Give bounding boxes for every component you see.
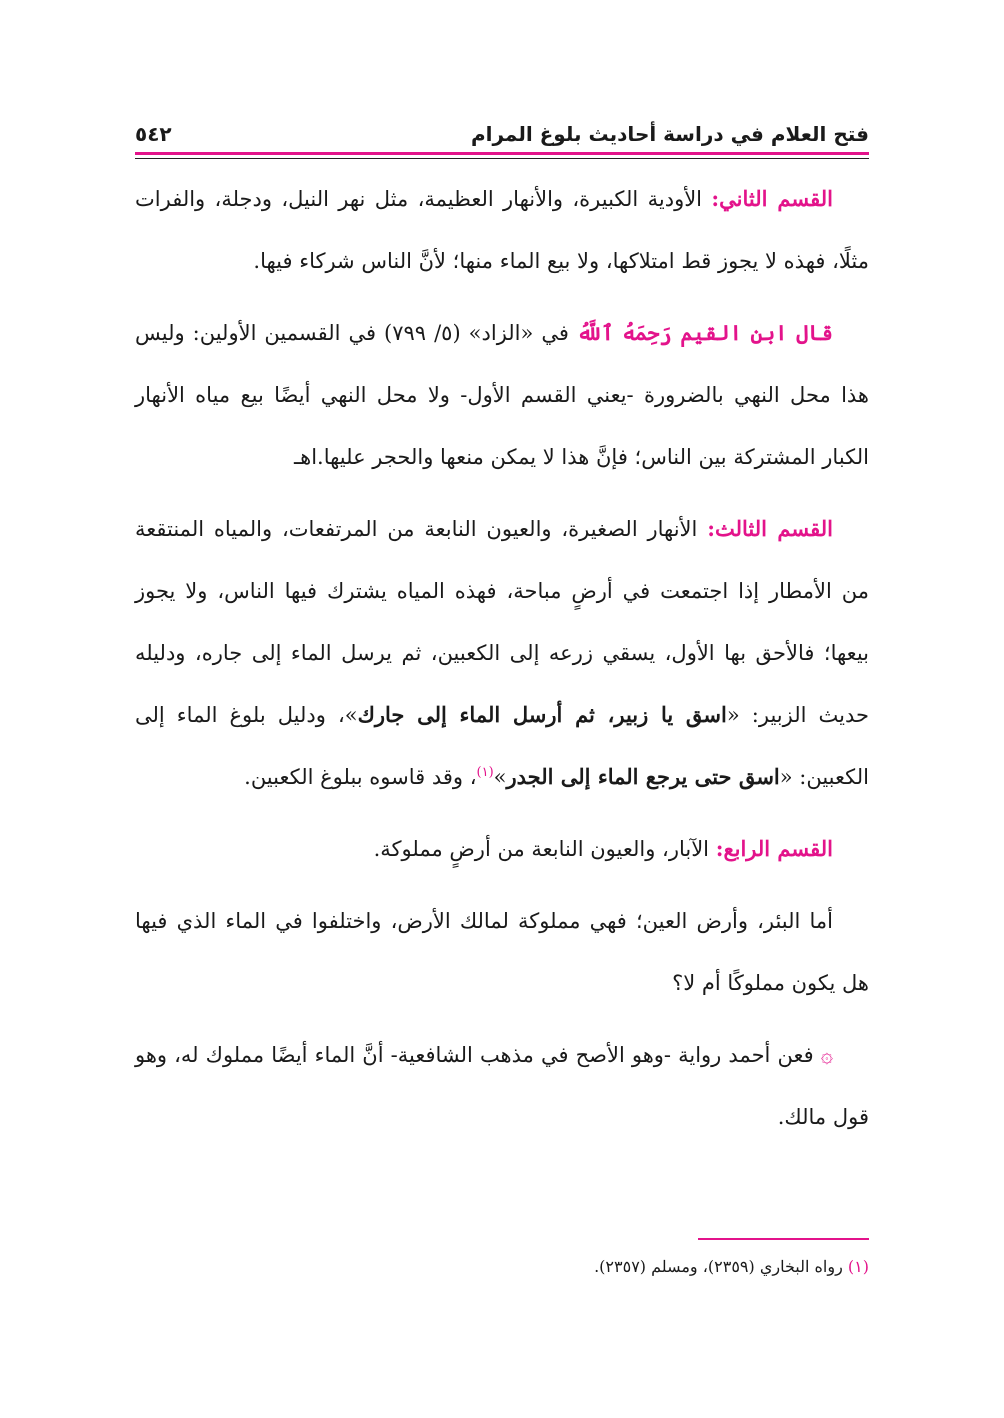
footnote-text: رواه البخاري (٢٣٥٩)، ومسلم (٢٣٥٧). [594, 1257, 848, 1276]
paragraph-ibn-qayyim [135, 302, 869, 488]
paragraph-ahmad [135, 1024, 869, 1148]
header-rule-thin [135, 158, 869, 159]
quote-author-label: قال ابن القيم رَحِمَهُ ٱللَّهُ [576, 320, 833, 345]
paragraph-text: الآبار، والعيون النابعة من أرضٍ مملوكة. [373, 837, 716, 861]
paragraph-well [135, 890, 869, 1014]
ornament-icon: ۞ [820, 1043, 833, 1067]
hadith-text: اسق يا زبير، ثم أرسل الماء إلى جارك [357, 702, 727, 727]
section-label: القسم الرابع: [715, 836, 833, 861]
paragraph-text: في «الزاد» (٥/ ٧٩٩) في القسمين الأولين: وليس هذا محل النهي بالضرورة -يعني القسم الأول- ولا محل النهي أيضًا بيع مياه الأنهار الكبار المشتركة بين الناس؛ فإنَّ هذا لا يمكن منعها والحجر عليها.اهـ [135, 321, 870, 469]
footnote-rule [698, 1238, 869, 1240]
page-number: ٥٤٢ [135, 122, 172, 146]
paragraph-section-four [135, 818, 869, 880]
header-rule-accent [135, 152, 869, 155]
paragraph-text: »، ودليل بلوغ الماء إلى الكعبين: « [135, 703, 869, 789]
hadith-text: اسق حتى يرجع الماء إلى الجدر [506, 764, 780, 789]
section-label: القسم الثالث: [707, 516, 833, 541]
section-label: القسم الثاني: [711, 186, 833, 211]
footnote-number: (١) [847, 1257, 869, 1276]
paragraph-section-three [135, 498, 869, 808]
paragraph-text: أما البئر، وأرض العين؛ فهي مملوكة لمالك الأرض، واختلفوا في الماء الذي فيها هل يكون مملوكًا أم لا؟ [135, 909, 869, 995]
paragraph-text: فعن أحمد رواية -وهو الأصح في مذهب الشافعية- أنَّ الماء أيضًا مملوك له، وهو قول مالك. [135, 1043, 869, 1129]
paragraph-text: ، وقد قاسوه ببلوغ الكعبين. [244, 765, 477, 789]
paragraph-text: الأنهار الصغيرة، والعيون النابعة من المرتفعات، والمياه المنتقعة من الأمطار إذا اجتمعت في أرضٍ مباحة، فهذه المياه يشترك فيها الناس، ولا يجوز بيعها؛ فالأحق بها الأول، يسقي زرعه إلى الكعبين، ثم يرسل الماء إلى جاره، ودليله حديث الزبير: « [135, 517, 869, 727]
body-text [135, 168, 869, 1158]
paragraph-text: » [493, 765, 507, 789]
paragraph-text: الأودية الكبيرة، والأنهار العظيمة، مثل نهر النيل، ودجلة، والفرات مثلًا، فهذه لا يجوز قط امتلاكها، ولا بيع الماء منها؛ لأنَّ الناس شركاء فيها. [135, 187, 869, 273]
book-title: فتح العلام في دراسة أحاديث بلوغ المرام [470, 122, 869, 146]
footnote [135, 1254, 869, 1280]
footnote-marker[interactable]: (١) [476, 765, 494, 780]
paragraph-section-two [135, 168, 869, 292]
